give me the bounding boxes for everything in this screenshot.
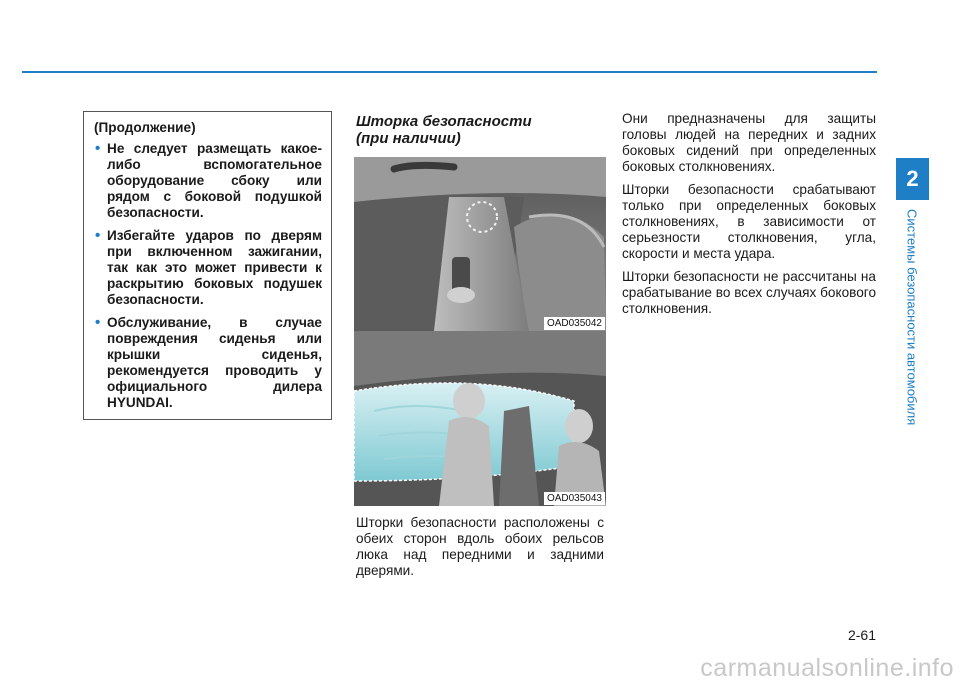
curtain-airbag-location-image (354, 157, 606, 331)
continued-label: (Продолжение) (94, 120, 196, 135)
header-rule (22, 71, 877, 73)
warning-text: Избегайте ударов по дверям при включенном зажигании, так как это может привести к раскрытию боковых подушек безопасности. (107, 228, 322, 307)
description-paragraph: Шторки безопасности не рассчитаны на срабатывание во всех случаях бокового столкновения. (622, 269, 876, 316)
deployed-airbag-illustration (354, 331, 606, 506)
chapter-number: 2 (906, 166, 919, 191)
image-code: OAD035043 (544, 492, 605, 505)
warning-item (94, 315, 322, 411)
watermark: carmanualsonline.info (700, 654, 954, 682)
warning-text: Обслуживание, в случае повреждения сиденья или крышки сиденья, рекомендуется проводить у официального дилера HYUNDAI. (107, 315, 322, 410)
description-paragraph: Шторки безопасности срабатывают только при определенных боковых столкновениях, в зависимости от серьезности столкновения, угла, скорости и места удара. (622, 182, 876, 261)
chapter-title-vertical (899, 205, 925, 430)
section-title-line2: (при наличии) (356, 130, 461, 147)
curtain-airbag-deployed-image (354, 331, 606, 506)
description-column (622, 111, 876, 324)
chapter-tab[interactable] (896, 158, 929, 200)
page-number: 2-61 (847, 627, 876, 643)
car-interior-illustration (354, 157, 606, 331)
warning-text: Не следует размещать какое-либо вспомогательное оборудование сбоку или рядом с боковой подушкой безопасности. (107, 141, 322, 220)
bullet-icon: • (95, 314, 101, 331)
image-code: OAD035042 (544, 317, 605, 330)
warning-item (94, 228, 322, 308)
description-paragraph: Они предназначены для защиты головы людей на передних и задних боковых сидений при определенных боковых столкновениях. (622, 111, 876, 174)
section-title-line1: Шторка безопасности (356, 113, 532, 130)
bullet-icon: • (95, 140, 101, 157)
warning-box (83, 111, 332, 420)
chapter-title: Системы безопасности автомобиля (904, 209, 920, 426)
section-title (356, 113, 606, 147)
bullet-icon: • (95, 227, 101, 244)
warning-list (94, 141, 322, 411)
image-caption: Шторки безопасности расположены с обеих сторон вдоль обоих рельсов люка над передними и задними дверями. (356, 515, 604, 578)
warning-item (94, 141, 322, 221)
